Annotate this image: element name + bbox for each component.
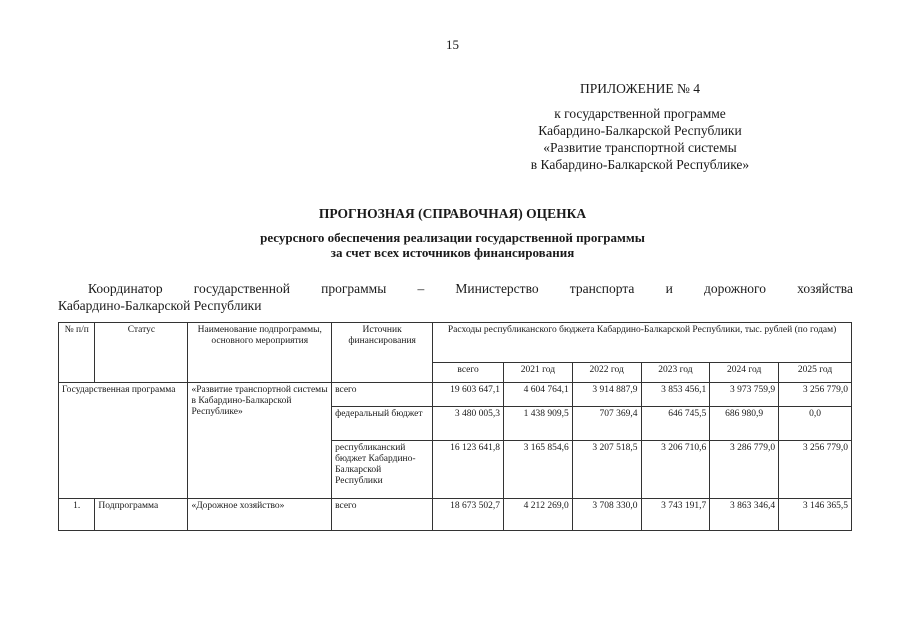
value-cell: 4 604 764,1 [504, 383, 573, 407]
coordinator-text [58, 280, 853, 314]
value-cell: 3 853 456,1 [641, 383, 710, 407]
appendix-line: «Развитие транспортной системы [543, 140, 737, 155]
table-row [59, 499, 852, 531]
subtitle-line-2: за счет всех источников финансирования [330, 245, 575, 260]
value-cell: 3 207 518,5 [572, 441, 641, 499]
value-cell: 3 863 346,4 [710, 499, 779, 531]
value-cell: 16 123 641,8 [433, 441, 504, 499]
header-year: 2022 год [572, 363, 641, 383]
subtitle-line-1: ресурсного обеспечения реализации государственной программы [260, 230, 645, 245]
appendix-title: ПРИЛОЖЕНИЕ № 4 [579, 81, 701, 96]
document-subtitle [0, 230, 905, 260]
coordinator-line-1: Координатор государственной программы – Министерство транспорта и дорожного хозяйства [88, 281, 853, 296]
value-cell: 646 745,5 [641, 407, 710, 441]
source-cell: республиканский бюджет Кабардино-Балкарской Республики [332, 441, 433, 499]
value-cell: 19 603 647,1 [433, 383, 504, 407]
sub-status: Подпрограмма [95, 499, 188, 531]
header-year: всего [433, 363, 504, 383]
value-cell: 3 743 191,7 [641, 499, 710, 531]
value-cell: 18 673 502,7 [433, 499, 504, 531]
value-cell: 686 980,9 [710, 407, 779, 441]
header-expenses: Расходы республиканского бюджета Кабардино-Балкарской Республики, тыс. рублей (по годам) [433, 323, 852, 363]
program-status: Государственная программа [59, 383, 188, 499]
coordinator-line-2: Кабардино-Балкарской Республики [58, 298, 262, 313]
appendix-block [480, 80, 800, 173]
value-cell: 3 286 779,0 [710, 441, 779, 499]
value-cell: 3 146 365,5 [779, 499, 852, 531]
header-year: 2021 год [504, 363, 573, 383]
header-num: № п/п [59, 323, 95, 383]
source-cell: федеральный бюджет [332, 407, 433, 441]
row-number: 1. [59, 499, 95, 531]
appendix-line: в Кабардино-Балкарской Республике» [530, 157, 750, 172]
value-cell: 3 480 005,3 [433, 407, 504, 441]
sub-name: «Дорожное хозяйство» [188, 499, 332, 531]
value-cell: 3 256 779,0 [779, 441, 852, 499]
header-year: 2025 год [779, 363, 852, 383]
source-cell: всего [332, 499, 433, 531]
program-name: «Развитие транспортной системы в Кабардино-Балкарской Республике» [188, 383, 332, 499]
page-number: 15 [446, 37, 459, 52]
value-cell: 3 708 330,0 [572, 499, 641, 531]
appendix-line: Кабардино-Балкарской Республики [538, 123, 742, 138]
table-row [59, 383, 852, 407]
value-cell: 707 369,4 [572, 407, 641, 441]
appendix-line: к государственной программе [554, 106, 726, 121]
value-cell: 3 973 759,9 [710, 383, 779, 407]
value-cell: 4 212 269,0 [504, 499, 573, 531]
header-source: Источник финансирования [332, 323, 433, 383]
header-status: Статус [95, 323, 188, 383]
resource-table [58, 322, 852, 531]
header-name: Наименование подпрограммы, основного мероприятия [188, 323, 332, 383]
value-cell: 3 206 710,6 [641, 441, 710, 499]
header-year: 2023 год [641, 363, 710, 383]
document-title: ПРОГНОЗНАЯ (СПРАВОЧНАЯ) ОЦЕНКА [318, 206, 587, 221]
value-cell: 3 256 779,0 [779, 383, 852, 407]
value-cell: 3 165 854,6 [504, 441, 573, 499]
value-cell: 0,0 [779, 407, 852, 441]
header-year: 2024 год [710, 363, 779, 383]
value-cell: 1 438 909,5 [504, 407, 573, 441]
source-cell: всего [332, 383, 433, 407]
value-cell: 3 914 887,9 [572, 383, 641, 407]
